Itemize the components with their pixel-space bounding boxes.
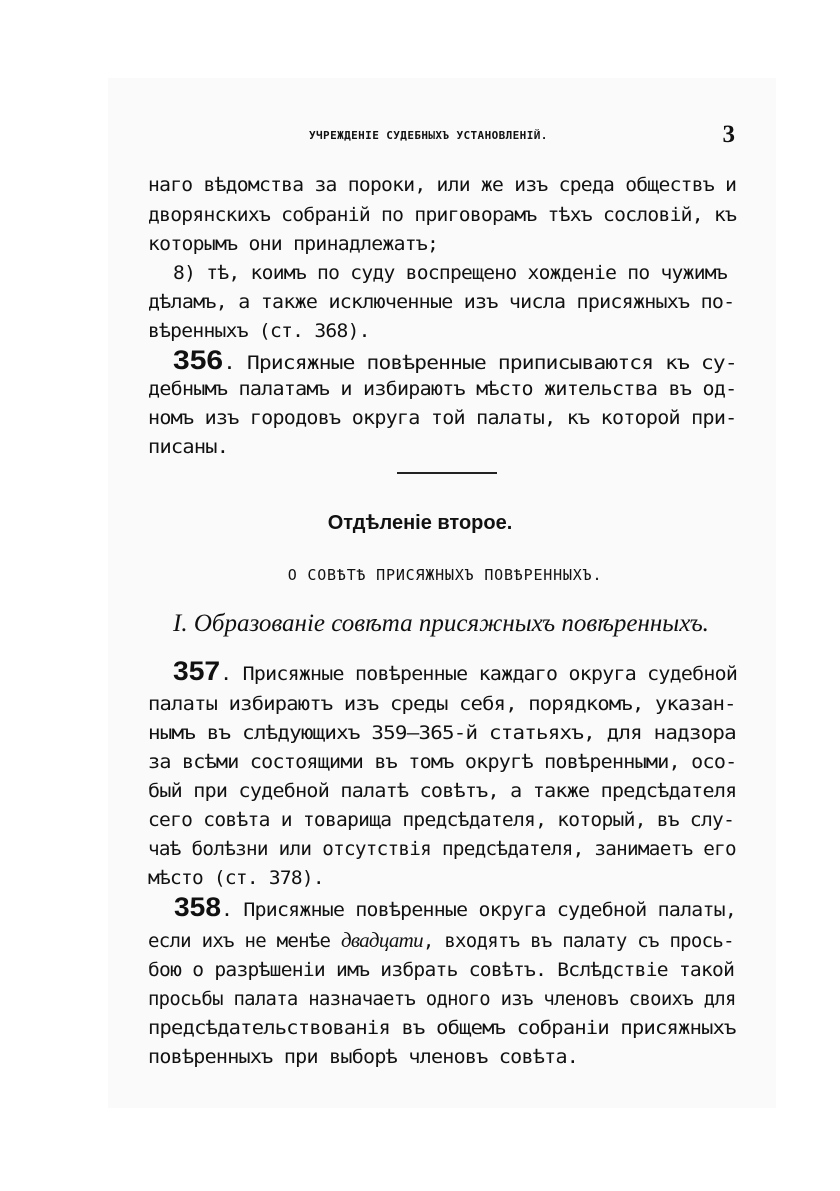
- text-line: вѣренныхъ (ст. 368).: [148, 320, 370, 342]
- text-line: писаны.: [148, 436, 229, 458]
- page-header: [309, 121, 739, 151]
- text-line: бою о разрѣшеніи имъ избрать совѣтъ. Вслѣдствіе такой: [148, 959, 735, 981]
- article-358-line: 358. Присяжные повѣренные округа судебной палаты,: [174, 892, 737, 922]
- article-number: 358: [174, 892, 221, 922]
- text-line: наго вѣдомства за пороки, или же изъ среда обществъ и: [148, 174, 737, 196]
- text-line: мѣсто (ст. 378).: [148, 867, 324, 889]
- section-divider: [397, 472, 497, 474]
- emphasis: двадцати: [340, 928, 423, 952]
- text-line: 8) тѣ, коимъ по суду воспрещено хожденіе по чужимъ: [173, 262, 727, 284]
- page-number: 3: [722, 121, 735, 148]
- running-head: УЧРЕЖДЕНІЕ СУДЕБНЫХЪ УСТАНОВЛЕНІЙ.: [309, 129, 548, 142]
- text-line: дѣламъ, а также исключенные изъ числа присяжныхъ по-: [148, 291, 735, 313]
- text-line: которымъ они принадлежатъ;: [148, 233, 439, 255]
- text-line: просьбы палата назначаетъ одного изъ членовъ своихъ для: [148, 988, 736, 1010]
- text-line: за всѣми состоящими въ томъ округѣ повѣренными, осо-: [148, 751, 737, 773]
- text-line: нымъ въ слѣдующихъ 359—365-й статьяхъ, для надзора: [148, 722, 736, 744]
- text-line: повѣренныхъ при выборѣ членовъ совѣта.: [148, 1046, 579, 1068]
- article-356-line: 356. Присяжные повѣренные приписываются къ су-: [173, 345, 737, 375]
- text-line: дворянскихъ собраній по приговорамъ тѣхъ сословій, къ: [148, 204, 737, 226]
- text-line: бый при судебной палатѣ совѣтъ, а также предсѣдателя: [148, 780, 737, 802]
- subsection-heading: I. Образованіе совѣта присяжныхъ повѣренныхъ.: [173, 610, 709, 637]
- text-line: чаѣ болѣзни или отсутствія предсѣдателя, занимаетъ его: [148, 838, 736, 860]
- text-line: номъ изъ городовъ округа той палаты, къ которой при-: [148, 407, 737, 429]
- text-line: если ихъ не менѣе двадцати, входятъ въ палату съ прось-: [148, 928, 734, 952]
- text-line: сего совѣта и товарища предсѣдателя, который, въ слу-: [148, 809, 735, 831]
- article-357-line: 357. Присяжные повѣренные каждаго округа судебной: [173, 656, 738, 686]
- section-title: Отдѣленіе второе.: [327, 512, 513, 534]
- text-line: предсѣдательствованія въ общемъ собраніи присяжныхъ: [148, 1017, 736, 1039]
- article-number: 357: [173, 656, 221, 686]
- article-number: 356: [173, 345, 224, 375]
- text-line: дебнымъ палатамъ и избираютъ мѣсто жительства въ од-: [148, 378, 737, 400]
- text-line: палаты избираютъ изъ среды себя, порядкомъ, указан-: [148, 693, 736, 715]
- section-subtitle: О СОВѢТѢ ПРИСЯЖНЫХЪ ПОВѢРЕННЫХЪ.: [287, 566, 603, 584]
